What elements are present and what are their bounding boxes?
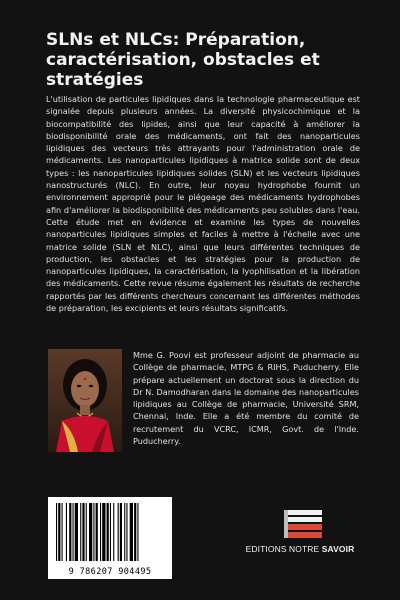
barcode-bar <box>86 503 87 561</box>
publisher-name <box>240 544 360 554</box>
barcode-bar <box>124 503 125 561</box>
barcode-number: 9 786207 904495 <box>68 567 152 577</box>
barcode-bar <box>113 503 114 561</box>
book-abstract: L'utilisation de particules lipidiques dans la technologie pharmaceutique est signalée depuis plusieurs années. La diversité physicochimique et la biocompatibilité des lipides, ainsi que leur capacité à améliorer la biodisponibilité orale des médicaments, ont fait des nanoparticules lipidiques des vecteurs très attrayants pour l'administration orale de médicaments. Les nanoparticules lipidiques à matrice solide sont de deux types : les nanoparticules lipidiques solides (SLN) et les vecteurs lipidiques nanostructurés (NLC). En outre, leur noyau hydrophobe fournit un environnement approprié pour le piégeage des médicaments hydrophobes afin d'améliorer la biodisponibilité des médicaments peu solubles dans l'eau. Cette étude met en évidence et examine les types de nouvelles nanoparticules lipidiques simples et faciles à mettre à l'échelle avec une matrice solide (SLN et NLC), ainsi que leurs différentes techniques de production, les obstacles et les stratégies pour la production de nanoparticules lipidiques, la caractérisation, la lyophilisation et la libération des médicaments. Cette revue résume également les résultats de recherche rapportés par les différents chercheurs concernant les différentes méthodes de préparation, les excipients et leurs résultats significatifs. <box>46 94 360 314</box>
publisher-name-bold: SAVOIR <box>321 544 355 554</box>
barcode-bar <box>118 503 119 561</box>
barcode-bar <box>100 503 101 561</box>
barcode-bars <box>48 497 172 567</box>
barcode-bar <box>75 503 78 561</box>
publisher-logo <box>258 500 354 550</box>
barcode-bar <box>120 503 122 561</box>
barcode-bar <box>130 503 133 561</box>
barcode <box>48 497 172 579</box>
barcode-bar <box>56 503 57 561</box>
barcode-bar <box>89 503 92 561</box>
barcode-bar <box>126 503 127 561</box>
barcode-bar <box>58 503 60 561</box>
barcode-bar <box>110 503 111 561</box>
barcode-bar <box>66 503 67 561</box>
barcode-bar <box>82 503 84 561</box>
barcode-bar <box>69 503 71 561</box>
author-bio: Mme G. Poovi est professeur adjoint de pharmacie au Collège de pharmacie, MTPG & RIHS, Puducherry. Elle prépare actuellement un doctorat sous la direction du Dr N. Damodharan dans le domaine des nanoparticules lipidiques au Collège de pharmacie, Université SRM, Chennai, Inde. Elle a été membre du comité de recrutement du VCRC, ICMR, Govt. de l'Inde. Puducherry. <box>133 350 359 447</box>
author-portrait-icon <box>48 349 122 452</box>
stacked-books-logo-icon <box>258 500 354 544</box>
barcode-bar <box>80 503 81 561</box>
barcode-bar <box>134 503 136 561</box>
barcode-bar <box>107 503 109 561</box>
barcode-bar <box>102 503 105 561</box>
author-photo <box>48 349 122 452</box>
barcode-bar <box>137 503 138 561</box>
barcode-bar <box>62 503 63 561</box>
barcode-bar <box>73 503 74 561</box>
barcode-bar <box>96 503 98 561</box>
publisher-name-light: EDITIONS NOTRE <box>245 544 322 554</box>
book-title: SLNs et NLCs: Préparation, caractérisation, obstacles et stratégies <box>46 30 320 90</box>
barcode-bar <box>93 503 94 561</box>
